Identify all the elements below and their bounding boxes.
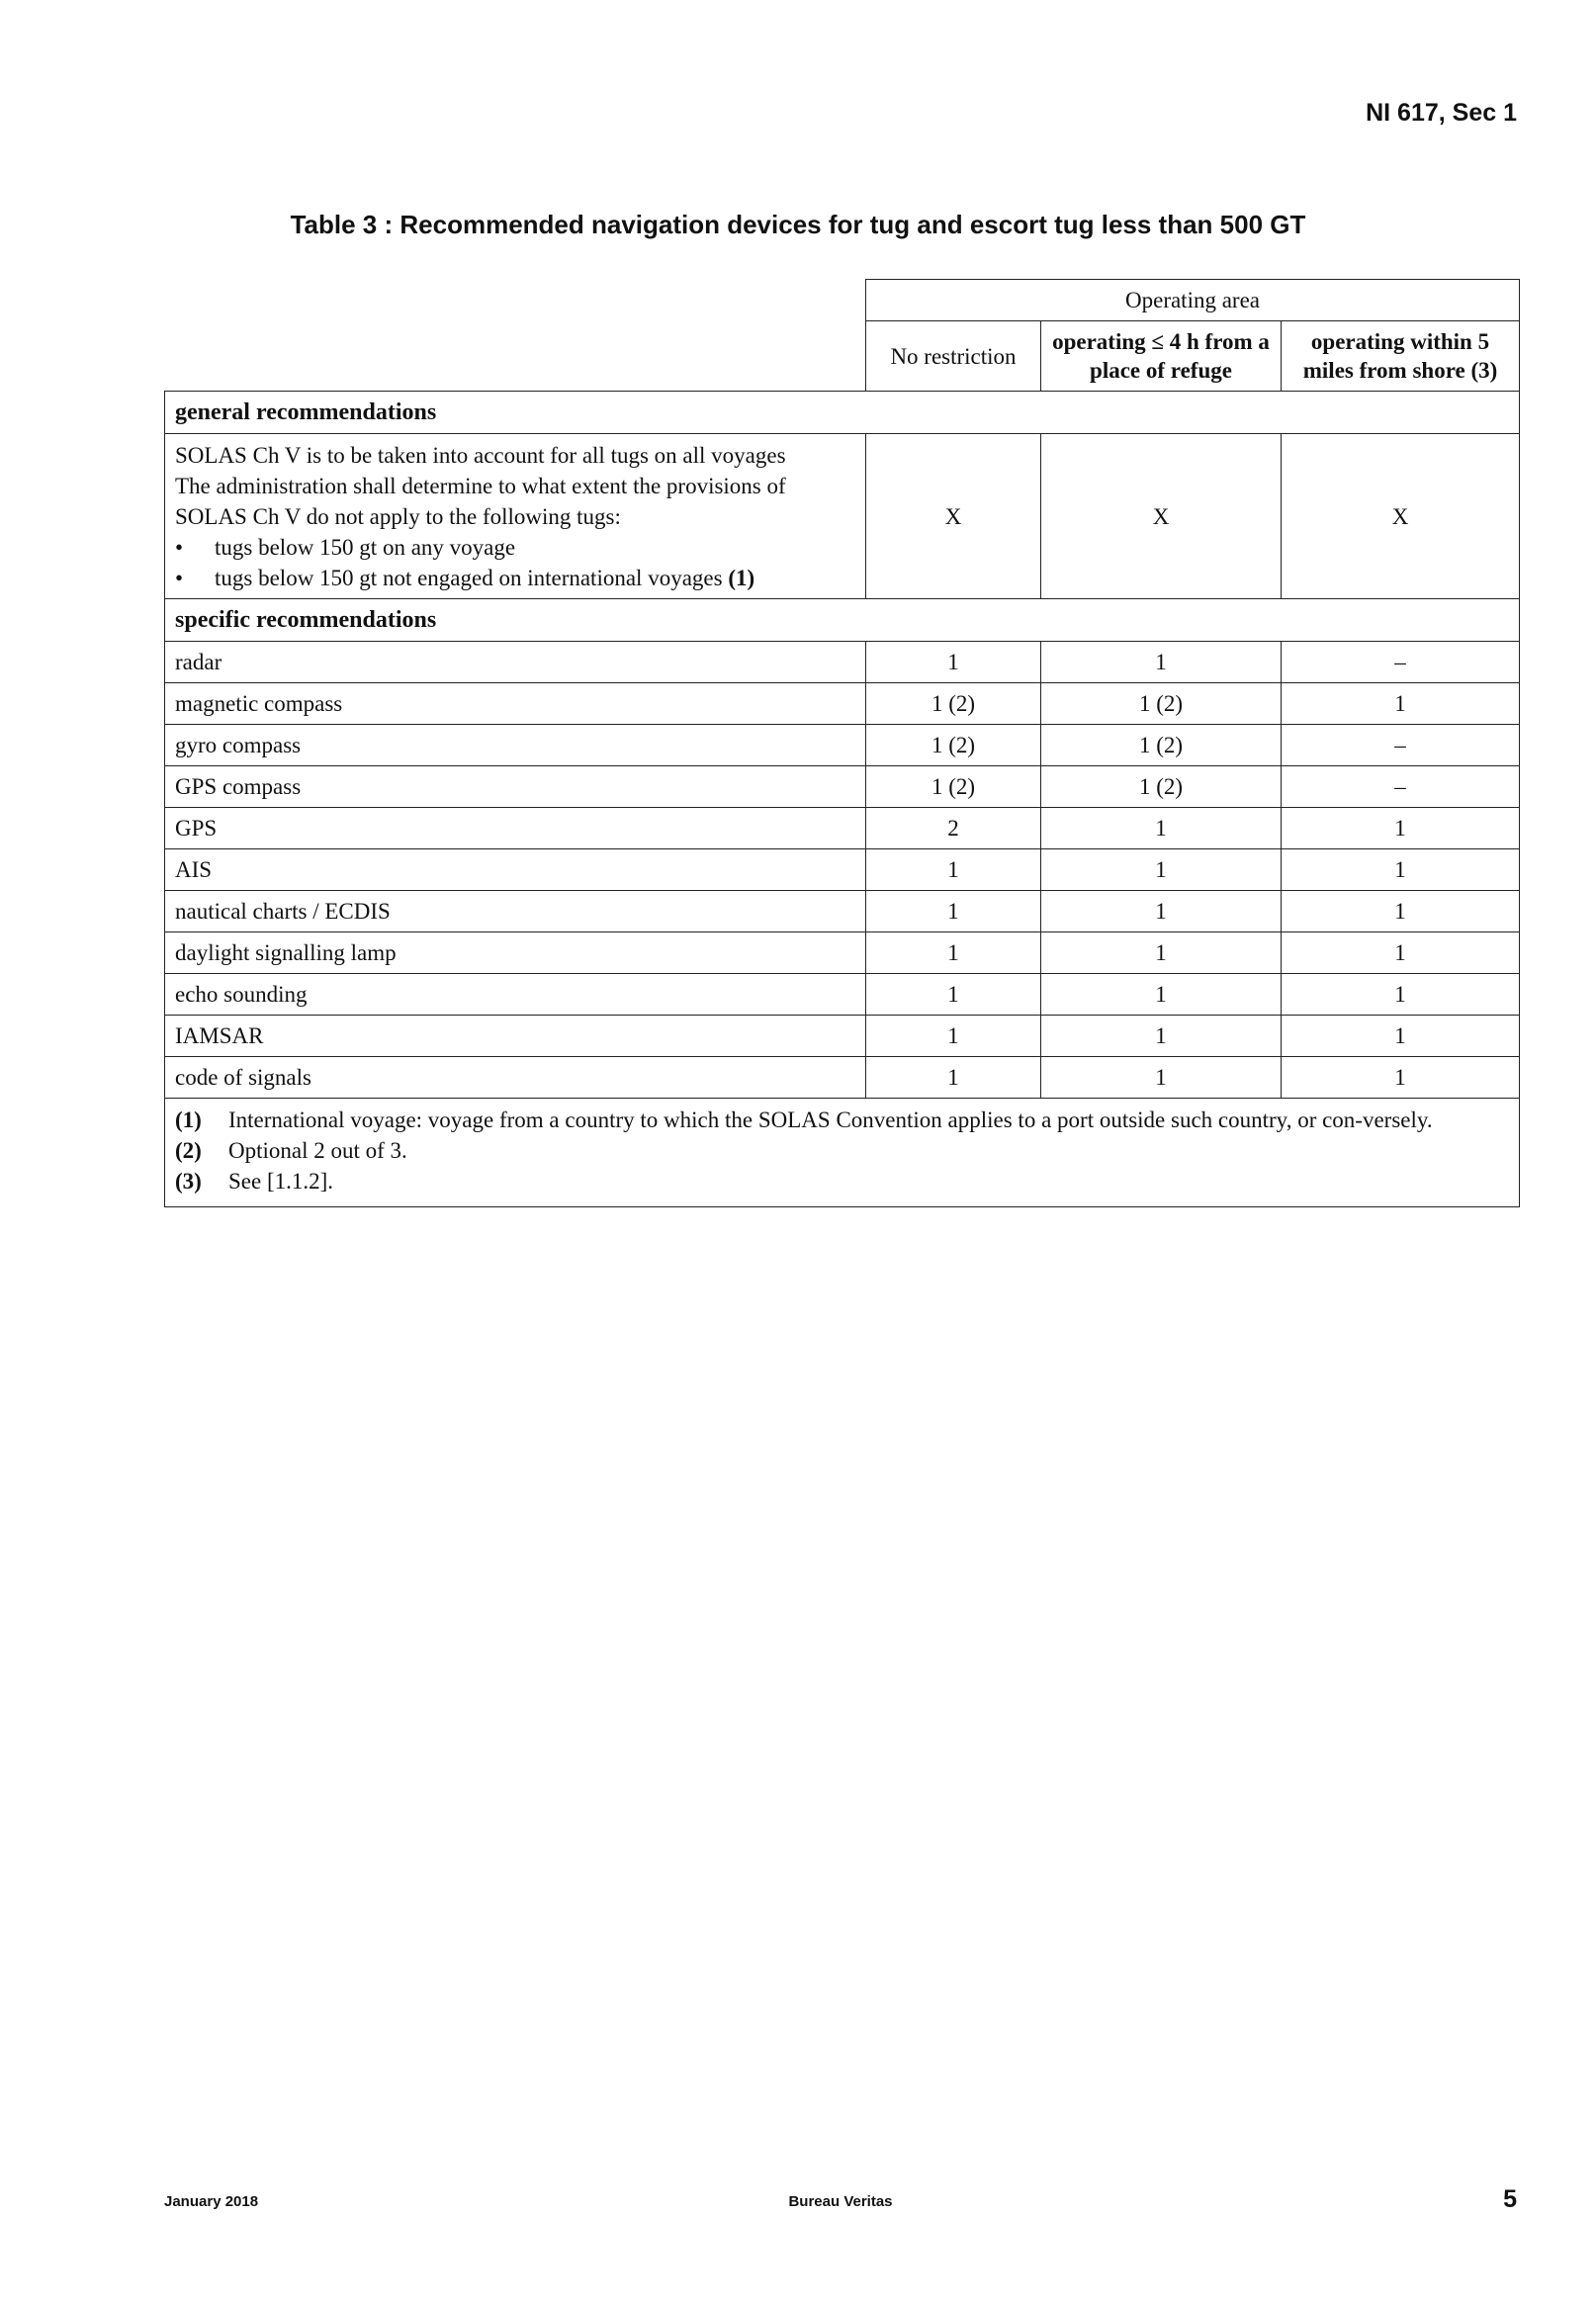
cell-value: 1: [866, 891, 1041, 932]
cell-value: 1: [1041, 642, 1282, 683]
section-row-specific: [165, 599, 1520, 642]
cell-value: 1: [1041, 849, 1282, 891]
table-row: [165, 766, 1520, 808]
cell-value: 1: [1041, 1016, 1282, 1057]
device-label: echo sounding: [165, 974, 866, 1016]
document-reference: NI 617, Sec 1: [1366, 99, 1517, 127]
table-row: [165, 849, 1520, 891]
table-corner-blank: [165, 280, 866, 392]
table-row: [165, 1016, 1520, 1057]
note-item: [175, 1135, 1509, 1166]
cell-value: X: [1041, 434, 1282, 599]
device-label: magnetic compass: [165, 683, 866, 725]
cell-value: 1: [866, 932, 1041, 974]
operating-area-header: Operating area: [866, 280, 1520, 321]
bullet-text: tugs below 150 gt on any voyage: [215, 534, 516, 560]
cell-value: X: [866, 434, 1041, 599]
cell-value: 1: [1282, 1057, 1520, 1099]
general-line: The administration shall determine to what extent the provisions of: [175, 473, 786, 498]
device-label: IAMSAR: [165, 1016, 866, 1057]
bullet-item: [175, 563, 855, 593]
bullet-icon: •: [175, 534, 184, 560]
cell-value: 1 (2): [1041, 725, 1282, 766]
cell-value: 1: [866, 1057, 1041, 1099]
general-line: SOLAS Ch V is to be taken into account for all tugs on all voyages: [175, 442, 786, 468]
note-item: [175, 1105, 1509, 1135]
cell-value: 1: [1282, 1016, 1520, 1057]
navigation-devices-table: [164, 279, 1520, 1207]
general-recommendation-row: [165, 434, 1520, 599]
note-number: (3): [175, 1169, 202, 1194]
cell-value: 1: [1282, 849, 1520, 891]
table-title: Table 3 : Recommended navigation devices for tug and escort tug less than 500 GT: [290, 210, 1306, 239]
cell-value: 1 (2): [866, 725, 1041, 766]
cell-value: 1: [866, 642, 1041, 683]
cell-value: –: [1282, 725, 1520, 766]
bullet-text: tugs below 150 gt not engaged on international voyages: [215, 565, 723, 590]
table-row: [165, 974, 1520, 1016]
footer-date: January 2018: [164, 2193, 259, 2210]
note-reference: (1): [728, 565, 755, 590]
device-label: code of signals: [165, 1057, 866, 1099]
cell-value: –: [1282, 642, 1520, 683]
section-heading-specific: specific recommendations: [165, 599, 1520, 642]
bullet-item: [175, 532, 855, 563]
cell-value: 1: [866, 849, 1041, 891]
table-row: [165, 683, 1520, 725]
cell-value: 1 (2): [866, 683, 1041, 725]
note-number: (2): [175, 1138, 202, 1163]
table-notes: [165, 1099, 1520, 1207]
table-row: [165, 725, 1520, 766]
column-header-5-miles-shore: operating within 5 miles from shore (3): [1282, 321, 1520, 392]
table-row: [165, 642, 1520, 683]
general-line: SOLAS Ch V do not apply to the following tugs:: [175, 503, 621, 529]
note-number: (1): [175, 1108, 202, 1132]
device-label: GPS compass: [165, 766, 866, 808]
cell-value: 1 (2): [1041, 766, 1282, 808]
cell-value: 1: [1282, 974, 1520, 1016]
section-row-general: [165, 392, 1520, 434]
section-heading-general: general recommendations: [165, 392, 1520, 434]
device-label: GPS: [165, 808, 866, 849]
table-row: [165, 891, 1520, 932]
note-item: [175, 1166, 1509, 1197]
general-recommendation-text: [165, 434, 866, 599]
device-label: gyro compass: [165, 725, 866, 766]
cell-value: 1: [1282, 808, 1520, 849]
cell-value: 1: [1282, 932, 1520, 974]
cell-value: 2: [866, 808, 1041, 849]
cell-value: 1: [1041, 932, 1282, 974]
cell-value: 1: [1041, 1057, 1282, 1099]
table-row: [165, 932, 1520, 974]
bullet-icon: •: [175, 565, 184, 590]
cell-value: 1: [1041, 891, 1282, 932]
device-label: daylight signalling lamp: [165, 932, 866, 974]
table-notes-row: [165, 1099, 1520, 1207]
column-header-no-restriction: No restriction: [866, 321, 1041, 392]
table-row: [165, 808, 1520, 849]
cell-value: 1: [1041, 974, 1282, 1016]
table-row: [165, 1057, 1520, 1099]
cell-value: 1 (2): [866, 766, 1041, 808]
note-text: See [1.1.2].: [228, 1169, 334, 1194]
table-header-row-1: [165, 280, 1520, 321]
cell-value: X: [1282, 434, 1520, 599]
device-label: radar: [165, 642, 866, 683]
cell-value: –: [1282, 766, 1520, 808]
column-header-4h-refuge: operating ≤ 4 h from a place of refuge: [1041, 321, 1282, 392]
device-label: nautical charts / ECDIS: [165, 891, 866, 932]
cell-value: 1: [1282, 683, 1520, 725]
cell-value: 1 (2): [1041, 683, 1282, 725]
device-label: AIS: [165, 849, 866, 891]
cell-value: 1: [1282, 891, 1520, 932]
note-text: Optional 2 out of 3.: [228, 1138, 407, 1163]
cell-value: 1: [1041, 808, 1282, 849]
cell-value: 1: [866, 1016, 1041, 1057]
page-number: 5: [1503, 2185, 1517, 2213]
cell-value: 1: [866, 974, 1041, 1016]
footer-publisher: Bureau Veritas: [788, 2193, 893, 2210]
note-text: International voyage: voyage from a country to which the SOLAS Convention applies to a port outside such country, or con-versely.: [228, 1108, 1433, 1132]
